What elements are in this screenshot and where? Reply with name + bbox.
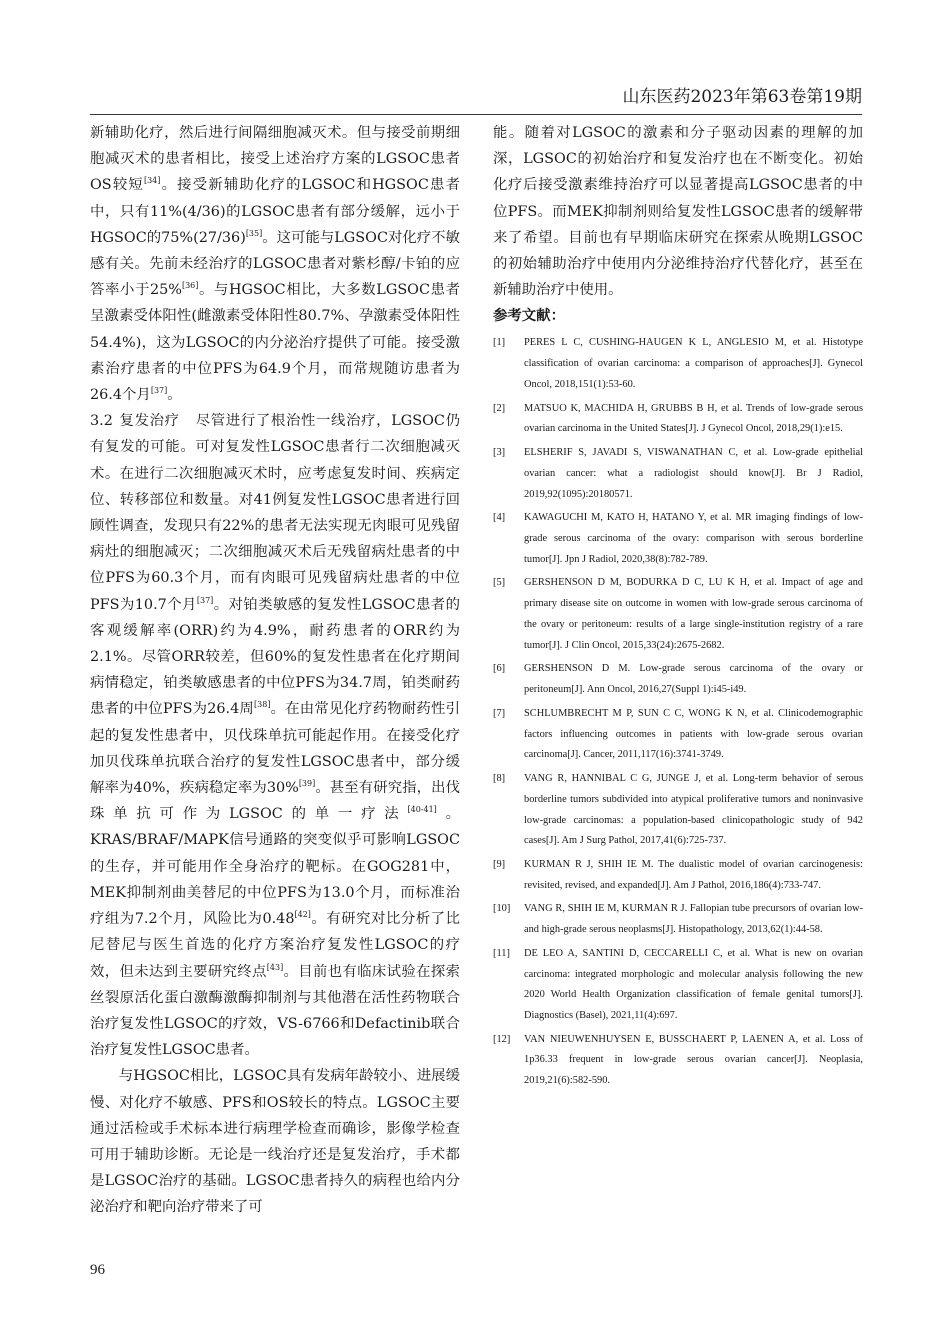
reference-item xyxy=(493,769,863,852)
paragraph-neoadjuvant xyxy=(90,120,460,408)
text-run: 。在由常见化疗药物耐药性引起的复发性患者中，贝伐珠单抗可能起作用。在接受化疗加贝伐珠单抗联合治疗的复发性LGSOC患者中，部分缓解率为40%，疾病稳定率为30% xyxy=(90,701,460,797)
reference-text: SCHLUMBRECHT M P, SUN C C, WONG K N, et al. Clinicodemographic factors influencing outcomes in patients with low-grade serous ovarian carcinoma[J]. Cancer, 2011,117(16):3741-3749. xyxy=(524,707,863,761)
reference-item xyxy=(493,899,863,941)
text-run: 。KRAS/BRAF/MAPK信号通路的突变似乎可影响LGSOC的生存，并可能用作全身治疗的靶标。在GOG281中，MEK抑制剂曲美替尼的中位PFS为13.0个月，而标准治疗组为7.2个月，风险比为0.48 xyxy=(90,806,460,928)
reference-number: [1] xyxy=(493,337,506,349)
reference-number: [5] xyxy=(493,577,506,589)
paragraph-conclusion: 与HGSOC相比，LGSOC具有发病年龄较小、进展缓慢、对化疗不敏感、PFS和OS较长的特点。LGSOC主要通过活检或手术标本进行病理学检查而确诊，影像学检查可用于辅助诊断。无论是一线治疗还是复发治疗，手术都是LGSOC治疗的基础。LGSOC患者持久的病程也给内分泌治疗和靶向治疗带来了可 xyxy=(90,1068,460,1216)
citation: [35] xyxy=(245,229,263,239)
reference-number: [10] xyxy=(493,903,511,915)
reference-item xyxy=(493,855,863,897)
text-run: 。有研究对比分析了比尼替尼与医生首选的化疗方案治疗复发性LGSOC的疗效，但未达到主要研究终点 xyxy=(90,911,460,980)
reference-number: [2] xyxy=(493,402,506,414)
reference-number: [9] xyxy=(493,858,506,870)
reference-number: [7] xyxy=(493,707,506,719)
text-run: 。与HGSOC相比，大多数LGSOC患者呈激素受体阳性(雌激素受体阳性80.7%、孕激素受体阳性54.4%)，这为LGSOC的内分泌治疗提供了可能。接受激素治疗患者的中位PFS为64.9个月，而常规随访患者为26.4个月 xyxy=(90,282,460,404)
reference-item xyxy=(493,659,863,701)
journal-issue-label: 山东医药2023年第63卷第19期 xyxy=(622,87,862,107)
reference-item xyxy=(493,704,863,766)
citation: [34] xyxy=(143,176,161,186)
right-column xyxy=(493,120,863,1095)
text-run: 尽管进行了根治性一线治疗，LGSOC仍有复发的可能。可对复发性LGSOC患者行二次细胞减灭术。在进行二次细胞减灭术时，应考虑复发时间、疾病定位、转移部位和数量。对41例复发性LGSOC患者进行回顾性调查，发现只有22%的患者无法实现无肉眼可见残留病灶的细胞减灭；二次细胞减灭术后无残留病灶患者的中位PFS为60.3个月，而有肉眼可见残留病灶患者的中位PFS为10.7个月 xyxy=(90,413,460,613)
text-run: 。对铂类敏感的复发性LGSOC患者的客观缓解率(ORR)约为4.9%，耐药患者的ORR约为2.1%。尽管ORR较差，但60%的复发性患者在化疗期间病情稳定，铂类敏感患者的中位PFS为34.7周，铂类耐药患者的中位PFS为26.4周 xyxy=(90,596,460,718)
text-run: 新辅助化疗，然后进行间隔细胞减灭术。但与接受前期细胞减灭术的患者相比，接受上述治疗方案的LGSOC患者OS较短 xyxy=(90,125,460,194)
paragraph-recurrence xyxy=(90,408,460,1063)
reference-text: PERES L C, CUSHING-HAUGEN K L, ANGLESIO M, et al. Histotype classification of ovarian carcinoma: a comparison of approaches[J]. Gynecol Oncol, 2018,151(1):53-60. xyxy=(524,337,863,391)
references-heading: 参考文献： xyxy=(493,308,565,325)
paragraph-conclusion-continued: 能。随着对LGSOC的激素和分子驱动因素的理解的加深，LGSOC的初始治疗和复发治疗也在不断变化。初始化疗后接受激素维持治疗可以显著提高LGSOC患者的中位PFS。而MEK抑制剂则给复发性LGSOC患者的缓解带来了希望。目前也有早期临床研究在探索从晚期LGSOC的初始辅助治疗中使用内分泌维持治疗代替化疗，甚至在新辅助治疗中使用。 xyxy=(493,125,863,299)
reference-item xyxy=(493,399,863,441)
reference-text: VANG R, HANNIBAL C G, JUNGE J, et al. Long-term behavior of serous borderline tumors subdivided into atypical proliferative tumors and noninvasive low-grade carcinomas: a population-based clinicopathologic study of 942 cases[J]. Am J Surg Pathol, 2017,41(6):725-737. xyxy=(524,772,863,847)
citation: [36] xyxy=(181,281,199,291)
text-run: 。甚至有研究指，出伐珠单抗可作为LGSOC的单一疗法 xyxy=(90,780,460,823)
citation: [37] xyxy=(196,595,214,605)
reference-text: DE LEO A, SANTINI D, CECCARELLI C, et al. What is new on ovarian carcinoma: integrated morphologic and molecular analysis following the new 2020 World Health Organization classification of female genital tumors[J]. Diagnostics (Basel), 2021,11(4):697. xyxy=(524,947,863,1022)
reference-text: VANG R, SHIH IE M, KURMAN R J. Fallopian tube precursors of ovarian low- and high-grade serous neoplasms[J]. Histopathology, 2013,62(1):44-58. xyxy=(524,903,863,936)
reference-list xyxy=(493,333,863,1092)
reference-text: ELSHERIF S, JAVADI S, VISWANATHAN C, et al. Low-grade epithelial ovarian cancer: what a radiologist should know[J]. Br J Radiol, 2019,92(1095):20180571. xyxy=(524,447,863,500)
reference-text: KURMAN R J, SHIH IE M. The dualistic model of ovarian carcinogenesis: revisited, revised, and expanded[J]. Am J Pathol, 2016,186(4):733-747. xyxy=(524,858,863,891)
reference-number: [11] xyxy=(493,947,510,959)
reference-item xyxy=(493,508,863,570)
section-number: 3.2 xyxy=(90,413,113,430)
citation: [37] xyxy=(150,386,168,396)
reference-number: [4] xyxy=(493,512,506,524)
text-run: 。这可能与LGSOC对化疗不敏感有关。先前未经治疗的LGSOC患者对紫杉醇/卡铂的应答率小于25% xyxy=(90,229,460,299)
citation: [39] xyxy=(298,779,316,789)
reference-number: [6] xyxy=(493,663,506,675)
reference-number: [8] xyxy=(493,772,506,784)
text-run: 。目前也有临床试验在探索丝裂原活化蛋白激酶激酶抑制剂与其他潜在活性药物联合治疗复发性LGSOC的疗效，VS-6766和Defactinib联合治疗复发性LGSOC患者。 xyxy=(90,963,460,1059)
reference-text: MATSUO K, MACHIDA H, GRUBBS B H, et al. Trends of low-grade serous ovarian carcinoma in the United States[J]. J Gynecol Oncol, 2018,29(1):e15. xyxy=(524,402,863,435)
reference-text: GERSHENSON D M. Low-grade serous carcinoma of the ovary or peritoneum[J]. Ann Oncol, 2016,27(Suppl 1):i45-i49. xyxy=(524,663,863,696)
running-header xyxy=(90,84,862,115)
reference-number: [12] xyxy=(493,1033,511,1045)
reference-item xyxy=(493,1030,863,1092)
citation: [38] xyxy=(254,700,271,710)
reference-text: KAWAGUCHI M, KATO H, HATANO Y, et al. MR imaging findings of low-grade serous carcinoma of the ovary: comparison with serous borderline tumor[J]. Jpn J Radiol, 2020,38(8):782-789. xyxy=(524,512,863,565)
reference-item xyxy=(493,573,863,656)
text-run: 。接受新辅助化疗的LGSOC和HGSOC患者中，只有11%(4/36)的LGSOC患者有部分缓解，远小于HGSOC的75%(27/36) xyxy=(90,177,460,246)
reference-item xyxy=(493,333,863,395)
citation: [43] xyxy=(266,962,284,972)
citation: [40-41] xyxy=(407,805,437,815)
reference-text: VAN NIEUWENHUYSEN E, BUSSCHAERT P, LAENEN A, et al. Loss of 1p36.33 frequent in low-grade serous ovarian cancer[J]. Neoplasia, 2019,21(6):582-590. xyxy=(524,1033,863,1087)
page-number: 96 xyxy=(90,1262,105,1278)
left-column xyxy=(90,120,460,1221)
reference-item xyxy=(493,443,863,505)
section-title: 复发治疗 xyxy=(118,413,180,430)
reference-text: GERSHENSON D M, BODURKA D C, LU K H, et al. Impact of age and primary disease site on outcome in women with low-grade serous carcinoma of the ovary or peritoneum: results of a large single-institution registry of a rare tumor[J]. J Clin Oncol, 2015,33(24):2675-2682. xyxy=(524,577,863,651)
reference-item xyxy=(493,944,863,1027)
text-run: 。 xyxy=(167,387,182,404)
reference-number: [3] xyxy=(493,447,506,458)
citation: [42] xyxy=(294,910,311,920)
